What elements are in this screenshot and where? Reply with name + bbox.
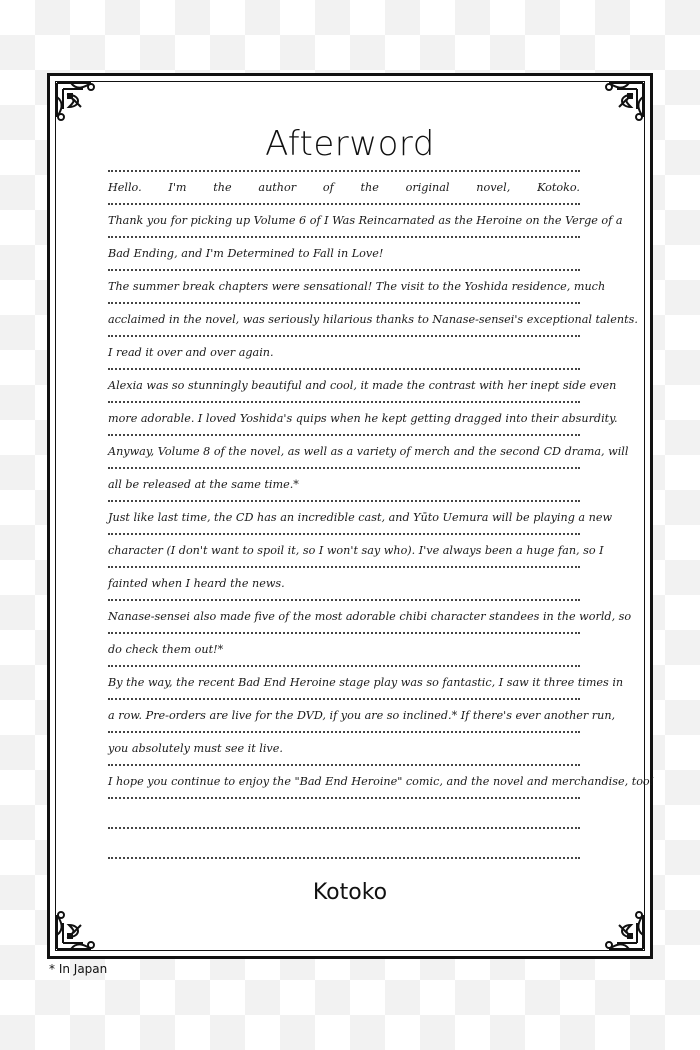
text-line: I hope you continue to enjoy the "Bad End Heroine" comic, and the novel and merchandise, too! (108, 764, 580, 797)
text-line: character (I don't want to spoil it, so I won't say who). I've always been a huge fan, so I (108, 533, 580, 566)
text-line: do check them out!* (108, 632, 580, 665)
text-line: Thank you for picking up Volume 6 of I Was Reincarnated as the Heroine on the Verge of a (108, 203, 580, 236)
text-line: Hello. I'm the author of the original novel, Kotoko. (108, 170, 580, 203)
text-line: By the way, the recent Bad End Heroine stage play was so fantastic, I saw it three times in (108, 665, 580, 698)
text-line: acclaimed in the novel, was seriously hilarious thanks to Nanase-sensei's exceptional talents. (108, 302, 580, 335)
text-line: more adorable. I loved Yoshida's quips when he kept getting dragged into their absurdity. (108, 401, 580, 434)
text-line: you absolutely must see it live. (108, 731, 580, 764)
text-line: Just like last time, the CD has an incredible cast, and Yūto Uemura will be playing a new (108, 500, 580, 533)
text-line: Alexia was so stunningly beautiful and cool, it made the contrast with her inept side even (108, 368, 580, 401)
text-line: The summer break chapters were sensational! The visit to the Yoshida residence, much (108, 269, 580, 302)
author-signature: Kotoko (312, 880, 388, 905)
ruled-line (108, 857, 580, 859)
text-line: Nanase-sensei also made five of the most adorable chibi character standees in the world, so (108, 599, 580, 632)
ruled-line (108, 797, 580, 827)
ruled-line (108, 827, 580, 857)
text-line: all be released at the same time.* (108, 467, 580, 500)
text-line: I read it over and over again. (108, 335, 580, 368)
footnote: * In Japan (49, 962, 108, 976)
afterword-body (108, 170, 655, 859)
text-line: Bad Ending, and I'm Determined to Fall in Love! (108, 236, 580, 269)
page-title: Afterword (265, 124, 435, 164)
text-line: a row. Pre-orders are live for the DVD, if you are so inclined.* If there's ever another run, (108, 698, 580, 731)
text-line: Anyway, Volume 8 of the novel, as well as a variety of merch and the second CD drama, will (108, 434, 580, 467)
text-line: fainted when I heard the news. (108, 566, 580, 599)
